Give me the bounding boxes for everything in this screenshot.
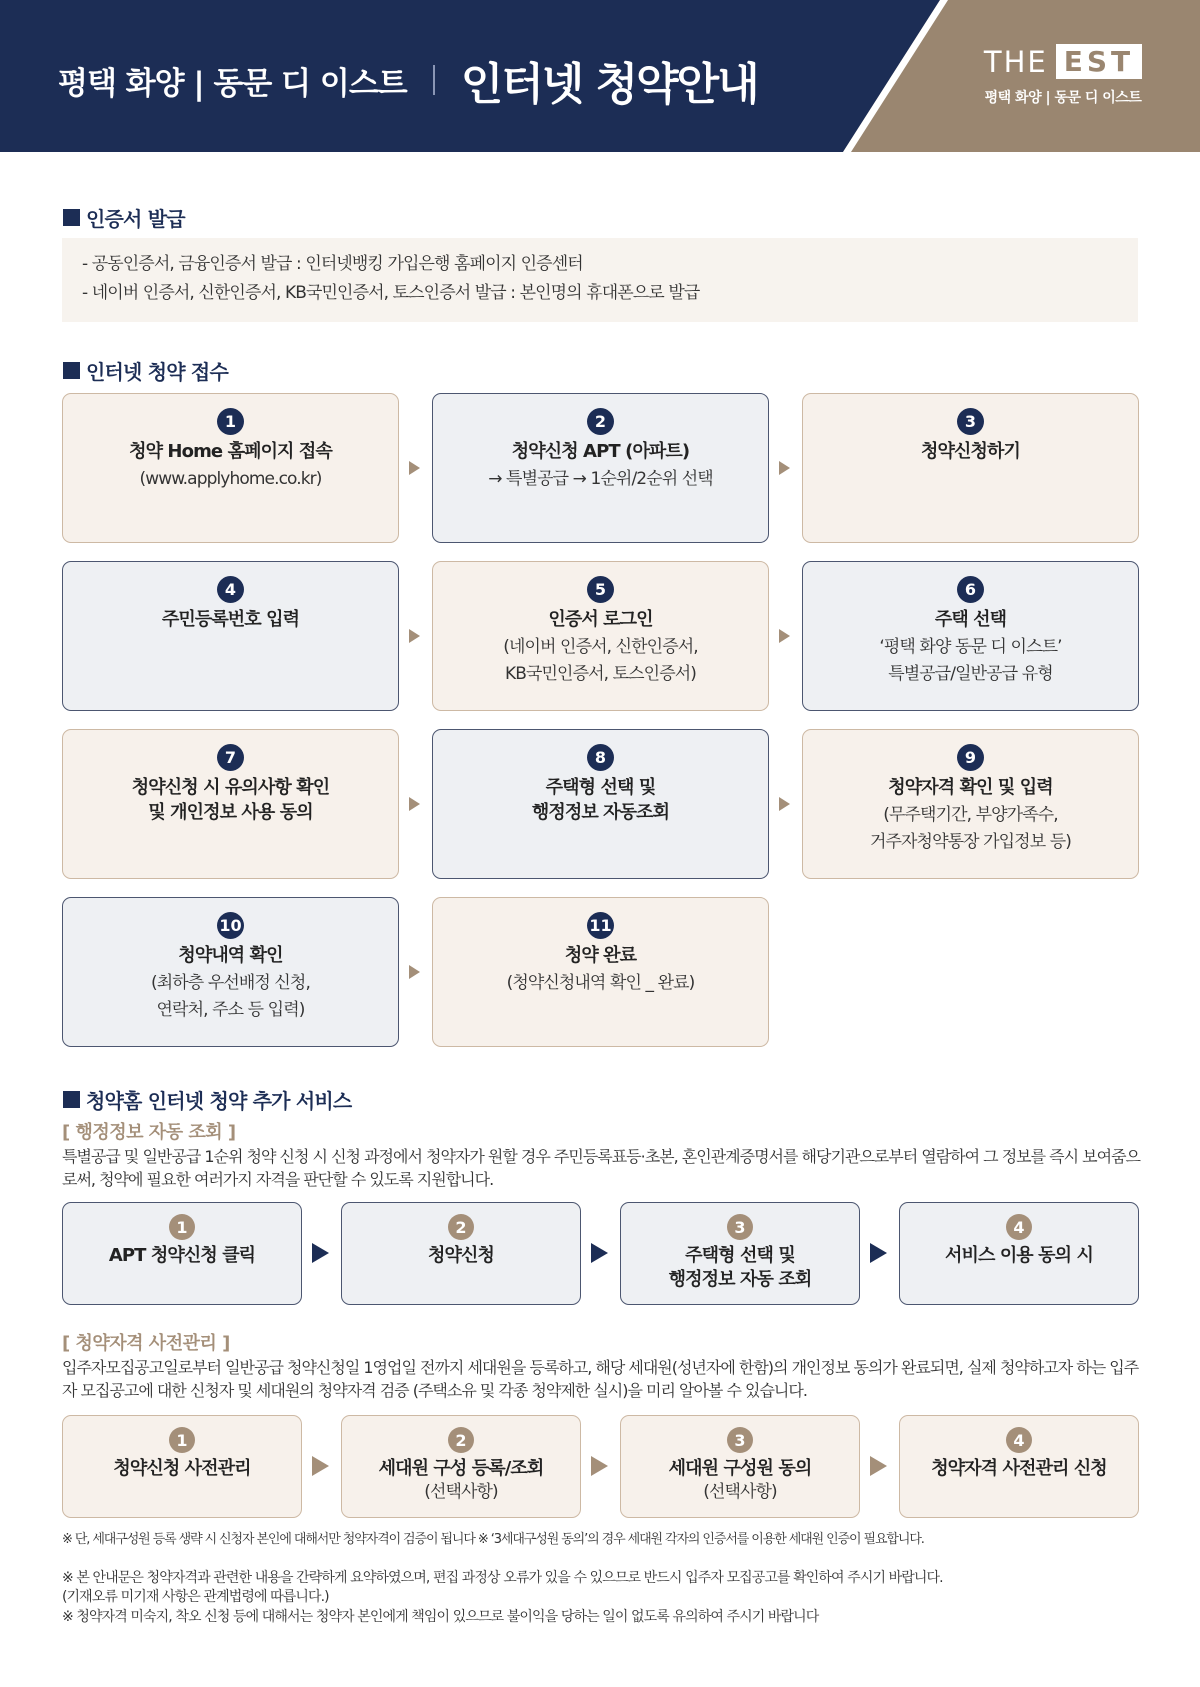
step-number: 7 — [217, 744, 244, 771]
step-desc: (네이버 인증서, 신한인증서, KB국민인증서, 토스인증서) — [503, 637, 698, 684]
step-desc: → 특별공급 → 1순위/2순위 선택 — [488, 469, 713, 489]
section-title-text: 인터넷 청약 접수 — [86, 360, 228, 384]
arrow-icon — [409, 629, 420, 643]
step-number: 10 — [217, 912, 244, 939]
brand-est: EST — [1056, 44, 1142, 79]
section-bullet — [63, 209, 80, 226]
arrow-icon — [591, 1243, 608, 1263]
step-desc: ‘평택 화양 동문 디 이스트’ 특별공급/일반공급 유형 — [879, 637, 1062, 684]
note-responsibility: ※ 청약자격 미숙지, 착오 신청 등에 대해서는 청약자 본인에게 책임이 있으므로 불이익을 당하는 일이 없도록 유의하여 주시기 바랍니다 — [62, 1609, 819, 1625]
step-card — [802, 393, 1139, 543]
step-card — [432, 561, 769, 711]
arrow-icon — [409, 461, 420, 475]
step-number: 1 — [217, 408, 244, 435]
step-title: 주택형 선택 및 행정정보 자동 조회 — [668, 1245, 812, 1290]
arrow-icon — [591, 1456, 608, 1476]
brand-logo-mark — [968, 44, 1158, 79]
step-title: 주택 선택 — [934, 609, 1007, 630]
arrow-icon — [779, 461, 790, 475]
arrow-icon — [779, 629, 790, 643]
cert-line: - 공동인증서, 금융인증서 발급 : 인터넷뱅킹 가입은행 홈페이지 인증센터 — [82, 254, 583, 274]
step-card — [432, 897, 769, 1047]
service-step-card — [620, 1415, 860, 1518]
arrow-icon — [312, 1456, 329, 1476]
step-title: 세대원 구성 등록/조회 — [378, 1458, 544, 1479]
step-desc: (최하층 우선배정 신청, 연락처, 주소 등 입력) — [151, 973, 310, 1020]
arrow-icon — [870, 1243, 887, 1263]
step-title: APT 청약신청 클릭 — [108, 1245, 256, 1266]
step-title: 청약 Home 홈페이지 접속 — [129, 441, 332, 462]
step-number: 3 — [727, 1214, 753, 1240]
brand-the: THE — [983, 44, 1048, 79]
arrow-icon — [409, 797, 420, 811]
header-separator — [433, 65, 435, 95]
step-card — [62, 561, 399, 711]
header-subtitle: 평택 화양 | 동문 디 이스트 — [58, 65, 407, 102]
section-title-text: 청약홈 인터넷 청약 추가 서비스 — [86, 1089, 352, 1113]
step-card — [432, 729, 769, 879]
section-bullet — [63, 1091, 80, 1108]
step-title: 청약신청 시 유의사항 확인 및 개인정보 사용 동의 — [131, 777, 330, 823]
step-card — [62, 897, 399, 1047]
header-banner — [0, 0, 1200, 152]
note-member: ※ 단, 세대구성원 등록 생략 시 신청자 본인에 대해서만 청약자격이 검증이 됩니다 ※ ‘3세대구성원 동의’의 경우 세대원 각자의 인증서를 이용한 세대원 인증이 필요합니다. — [62, 1532, 924, 1547]
service-step-card — [899, 1415, 1139, 1518]
section-title-apply — [63, 356, 228, 385]
step-desc: (선택사항) — [703, 1482, 777, 1502]
step-number: 1 — [169, 1214, 195, 1240]
step-number: 8 — [587, 744, 614, 771]
step-card — [432, 393, 769, 543]
step-desc: (무주택기간, 부양가족수, 거주자청약통장 가입정보 등) — [869, 805, 1071, 852]
service-step-card — [62, 1415, 302, 1518]
step-title: 청약 완료 — [564, 945, 637, 966]
step-card — [62, 729, 399, 879]
subsection-heading-pre: [ 청약자격 사전관리 ] — [62, 1333, 230, 1354]
arrow-icon — [870, 1456, 887, 1476]
step-title: 주택형 선택 및 행정정보 자동조회 — [531, 777, 670, 823]
service-step-card — [62, 1202, 302, 1305]
service-step-card — [899, 1202, 1139, 1305]
step-title: 인증서 로그인 — [548, 609, 653, 630]
step-number: 2 — [448, 1214, 474, 1240]
step-title: 서비스 이용 동의 시 — [944, 1245, 1093, 1266]
arrow-icon — [409, 965, 420, 979]
service-step-card — [620, 1202, 860, 1305]
step-title: 청약자격 사전관리 신청 — [931, 1458, 1107, 1479]
step-number: 3 — [727, 1427, 753, 1453]
step-card — [802, 561, 1139, 711]
step-number: 4 — [217, 576, 244, 603]
service-step-card — [341, 1202, 581, 1305]
brand-subtitle: 평택 화양 | 동문 디 이스트 — [984, 90, 1142, 106]
note-disclaimer: ※ 본 안내문은 청약자격과 관련한 내용을 간략하게 요약하였으며, 편집 과정상 오류가 있을 수 있으므로 반드시 입주자 모집공고를 확인하여 주시기 바랍니다. (기재오류 미기재 사항은 관계법령에 따릅니다.) — [62, 1570, 943, 1605]
page-title: 인터넷 청약안내 — [460, 59, 758, 110]
step-title: 청약내역 확인 — [178, 945, 283, 966]
step-card — [802, 729, 1139, 879]
step-number: 3 — [957, 408, 984, 435]
step-number: 9 — [957, 744, 984, 771]
step-number: 11 — [587, 912, 614, 939]
subsection-heading-admin: [ 행정정보 자동 조회 ] — [62, 1122, 236, 1143]
step-card — [62, 393, 399, 543]
header-left — [58, 52, 758, 108]
paragraph-pre: 입주자모집공고일로부터 일반공급 청약신청일 1영업일 전까지 세대원을 등록하고, 해당 세대원(성년자에 한함)의 개인정보 동의가 완료되면, 실제 청약하고자 하는 입주자 모집공고에 대한 신청자 및 세대원의 청약자격 검증 (주택소유 및 각종 청약제한 실시)을 미리 알아볼 수 있습니다. — [62, 1358, 1139, 1400]
service-step-card — [341, 1415, 581, 1518]
step-number: 6 — [957, 576, 984, 603]
step-title: 청약신청하기 — [921, 441, 1020, 462]
section-title-cert — [63, 203, 185, 232]
step-number: 4 — [1006, 1214, 1032, 1240]
section-bullet — [63, 362, 80, 379]
step-number: 2 — [587, 408, 614, 435]
arrow-icon — [779, 797, 790, 811]
step-title: 청약자격 확인 및 입력 — [888, 777, 1053, 798]
section-title-text: 인증서 발급 — [86, 207, 185, 231]
cert-line: - 네이버 인증서, 신한인증서, KB국민인증서, 토스인증서 발급 : 본인명의 휴대폰으로 발급 — [82, 283, 700, 303]
cert-info-box — [62, 238, 1138, 322]
section-title-extra — [63, 1085, 351, 1114]
step-title: 청약신청 사전관리 — [113, 1458, 251, 1479]
brand-logo — [968, 44, 1158, 107]
step-number: 2 — [448, 1427, 474, 1453]
step-title: 청약신청 — [428, 1245, 494, 1266]
step-number: 4 — [1006, 1427, 1032, 1453]
step-desc: (청약신청내역 확인 _ 완료) — [506, 973, 695, 993]
step-title: 청약신청 APT (아파트) — [511, 441, 690, 462]
step-title: 주민등록번호 입력 — [161, 609, 300, 630]
step-title: 세대원 구성원 동의 — [668, 1458, 812, 1479]
arrow-icon — [312, 1243, 329, 1263]
step-number: 1 — [169, 1427, 195, 1453]
step-desc: (선택사항) — [424, 1482, 498, 1502]
paragraph-admin: 특별공급 및 일반공급 1순위 청약 신청 시 신청 과정에서 청약자가 원할 경우 주민등록표등·초본, 혼인관계증명서를 해당기관으로부터 열람하여 그 정보를 즉시 보여줌으로써, 청약에 필요한 여러가지 자격을 판단할 수 있도록 지원합니다. — [62, 1147, 1140, 1189]
step-number: 5 — [587, 576, 614, 603]
step-desc: (www.applyhome.co.kr) — [139, 469, 322, 489]
